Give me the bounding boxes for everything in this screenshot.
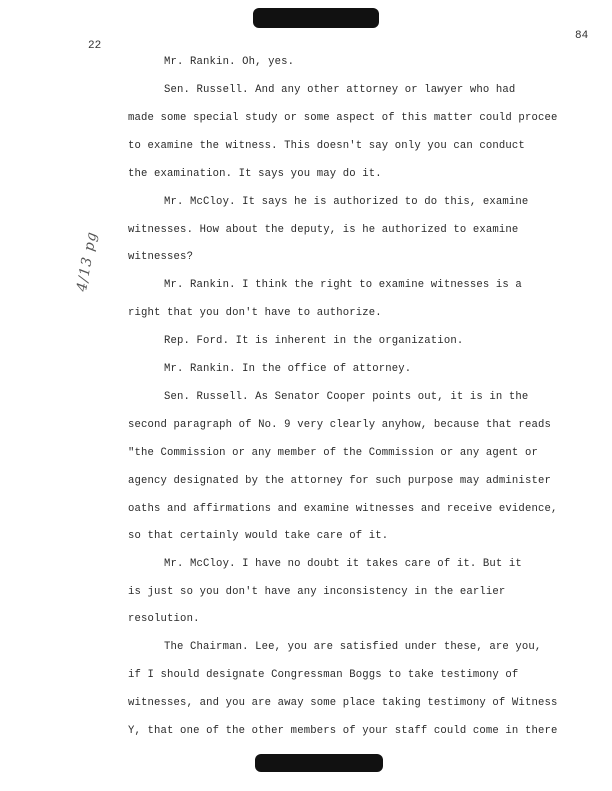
transcript-line: witnesses? (128, 251, 194, 263)
transcript-line: right that you don't have to authorize. (128, 307, 382, 319)
redaction-bar-bottom (255, 754, 383, 772)
transcript-line: Sen. Russell. As Senator Cooper points out, it is in the (164, 391, 529, 403)
transcript-line: second paragraph of No. 9 very clearly anyhow, because that reads (128, 419, 551, 431)
transcript-line: The Chairman. Lee, you are satisfied under these, are you, (164, 641, 542, 653)
transcript-line: Mr. McCloy. It says he is authorized to do this, examine (164, 196, 529, 208)
transcript-line: is just so you don't have any inconsistency in the earlier (128, 586, 506, 598)
transcript-line: Sen. Russell. And any other attorney or lawyer who had (164, 84, 516, 96)
transcript-line: Y, that one of the other members of your staff could come in there (128, 725, 558, 737)
redaction-bar-top (253, 8, 379, 28)
page-number: 84 (575, 30, 589, 42)
transcript-line: oaths and affirmations and examine witnesses and receive evidence, (128, 503, 558, 515)
transcript-line: Mr. Rankin. I think the right to examine witnesses is a (164, 279, 522, 291)
transcript-line: Mr. Rankin. In the office of attorney. (164, 363, 412, 375)
transcript-line: to examine the witness. This doesn't say only you can conduct (128, 140, 525, 152)
transcript-line: agency designated by the attorney for such purpose may administer (128, 475, 551, 487)
transcript-line: Mr. Rankin. Oh, yes. (164, 56, 295, 68)
transcript-line: witnesses. How about the deputy, is he authorized to examine (128, 224, 519, 236)
transcript-line: witnesses, and you are away some place taking testimony of Witness (128, 697, 558, 709)
transcript-line: so that certainly would take care of it. (128, 530, 389, 542)
transcript-line: Mr. McCloy. I have no doubt it takes care of it. But it (164, 558, 522, 570)
transcript-line: "the Commission or any member of the Commission or any agent or (128, 447, 538, 459)
transcript-line: the examination. It says you may do it. (128, 168, 382, 180)
transcript-line: resolution. (128, 613, 200, 625)
transcript-line: if I should designate Congressman Boggs to take testimony of (128, 669, 519, 681)
handwritten-margin-note: 4/13 pg (74, 230, 101, 293)
line-number: 22 (88, 40, 102, 52)
transcript-line: made some special study or some aspect of this matter could procee (128, 112, 558, 124)
transcript-line: Rep. Ford. It is inherent in the organization. (164, 335, 464, 347)
